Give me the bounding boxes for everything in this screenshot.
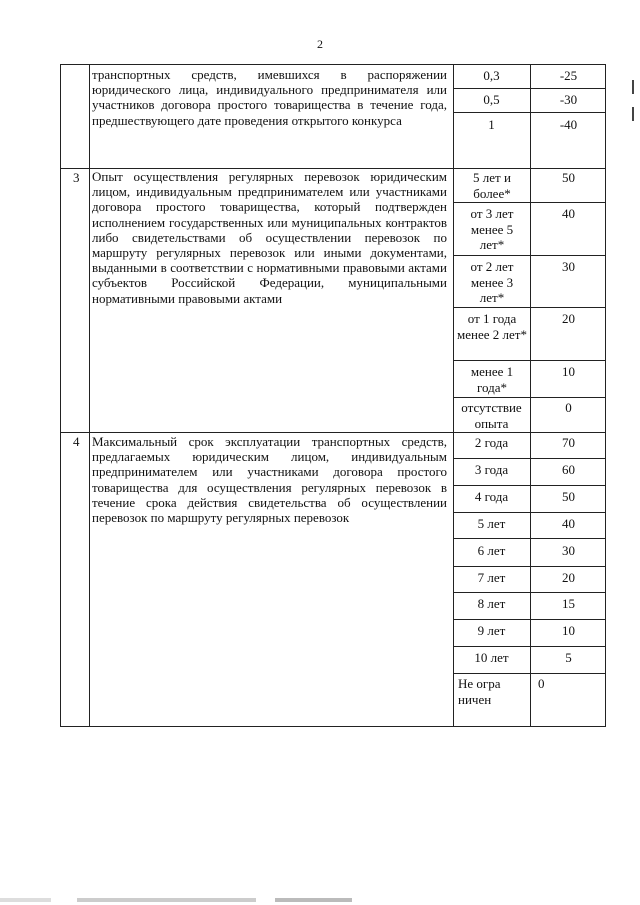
criterion-points: 40 bbox=[562, 206, 575, 221]
criterion-value: Не ограничен bbox=[458, 676, 501, 707]
criterion-value: 5 лет bbox=[477, 516, 506, 531]
criterion-points: 50 bbox=[562, 489, 575, 504]
criterion-points: 50 bbox=[562, 170, 575, 185]
criterion-points: 60 bbox=[562, 462, 575, 477]
criterion-points: 10 bbox=[562, 623, 575, 638]
subrow-separator bbox=[453, 592, 606, 593]
subrow-separator bbox=[453, 307, 606, 308]
criterion-points: 40 bbox=[562, 516, 575, 531]
criterion-points: -30 bbox=[559, 92, 578, 107]
scan-artifact bbox=[0, 898, 640, 902]
criterion-points: 0 bbox=[538, 676, 545, 691]
criterion-points: 5 bbox=[565, 650, 572, 665]
criterion-points: 20 bbox=[562, 570, 575, 585]
criterion-value: 8 лет bbox=[477, 596, 506, 611]
criterion-value: 7 лет bbox=[477, 570, 506, 585]
subrow-separator bbox=[453, 397, 606, 398]
criterion-value: 0,3 bbox=[483, 68, 500, 83]
subrow-separator bbox=[453, 485, 606, 486]
criterion-value: от 3 лет менее 5 лет* bbox=[470, 206, 514, 253]
criterion-value: 6 лет bbox=[477, 543, 506, 558]
scan-edge-mark bbox=[632, 107, 634, 121]
subrow-separator bbox=[453, 512, 606, 513]
subrow-separator bbox=[453, 88, 606, 89]
table-border-left bbox=[60, 64, 61, 727]
criterion-points: 70 bbox=[562, 435, 575, 450]
subrow-separator bbox=[453, 646, 606, 647]
criterion-value: отсутствие опыта bbox=[461, 400, 522, 431]
row-separator bbox=[60, 432, 606, 433]
table-top-border bbox=[60, 64, 606, 65]
subrow-separator bbox=[453, 360, 606, 361]
subrow-separator bbox=[453, 255, 606, 256]
criterion-value: менее 1 года* bbox=[470, 364, 514, 395]
table-bottom-border bbox=[60, 726, 606, 727]
criterion-points: 10 bbox=[562, 364, 575, 379]
criterion-value: 4 года bbox=[474, 489, 509, 504]
subrow-separator bbox=[453, 566, 606, 567]
subrow-separator bbox=[453, 112, 606, 113]
criterion-number: 4 bbox=[73, 434, 80, 449]
criterion-points: 30 bbox=[562, 543, 575, 558]
col-divider-1 bbox=[89, 64, 90, 727]
criterion-points: 20 bbox=[562, 311, 575, 326]
criterion-number: 3 bbox=[73, 170, 80, 185]
criterion-value: 0,5 bbox=[483, 92, 500, 107]
subrow-separator bbox=[453, 458, 606, 459]
criterion-points: 30 bbox=[562, 259, 575, 274]
criterion-description: транспортных средств, имевшихся в распоряжении юридического лица, индивидуального предпринимателя или участников договора простого товарищества в течение года, предшествующего дате проведения открытого конкурса bbox=[92, 67, 447, 128]
criteria-table bbox=[60, 64, 606, 727]
criterion-points: -40 bbox=[559, 117, 578, 132]
subrow-separator bbox=[453, 538, 606, 539]
criterion-points: 0 bbox=[565, 400, 572, 415]
criterion-value: от 2 лет менее 3 лет* bbox=[470, 259, 514, 306]
criterion-description: Максимальный срок эксплуатации транспортных средств, предлагаемых юридическим лицом, индивидуальным предпринимателем или участниками договора простого товарищества для осуществления регулярных перевозок в течение срока действия свидетельства об осуществлении перевозок по маршруту регулярных перевозок bbox=[92, 434, 447, 526]
scan-edge-mark bbox=[632, 80, 634, 94]
subrow-separator bbox=[453, 673, 606, 674]
criterion-points: -25 bbox=[559, 68, 578, 83]
criterion-value: 1 bbox=[488, 117, 495, 132]
criterion-value: 9 лет bbox=[477, 623, 506, 638]
subrow-separator bbox=[453, 619, 606, 620]
criterion-value: 10 лет bbox=[474, 650, 509, 665]
criterion-description: Опыт осуществления регулярных перевозок юридическим лицом, индивидуальным предпринимателем или участниками договора простого товарищества, который подтвержден исполнением государственных или муниципальных контрактов либо свидетельствами об осуществлении перевозок по маршруту регулярных перевозок или иными документами, выданными в соответствии с нормативными правовыми актами субъектов Российской Федерации, муниципальными нормативными правовыми актами bbox=[92, 169, 447, 306]
criterion-value: от 1 года менее 2 лет* bbox=[457, 311, 527, 342]
criterion-points: 15 bbox=[562, 596, 575, 611]
page-number: 2 bbox=[317, 37, 323, 51]
subrow-separator bbox=[453, 202, 606, 203]
criterion-value: 3 года bbox=[474, 462, 509, 477]
criterion-value: 2 года bbox=[474, 435, 509, 450]
criterion-value: 5 лет и более* bbox=[473, 170, 511, 201]
